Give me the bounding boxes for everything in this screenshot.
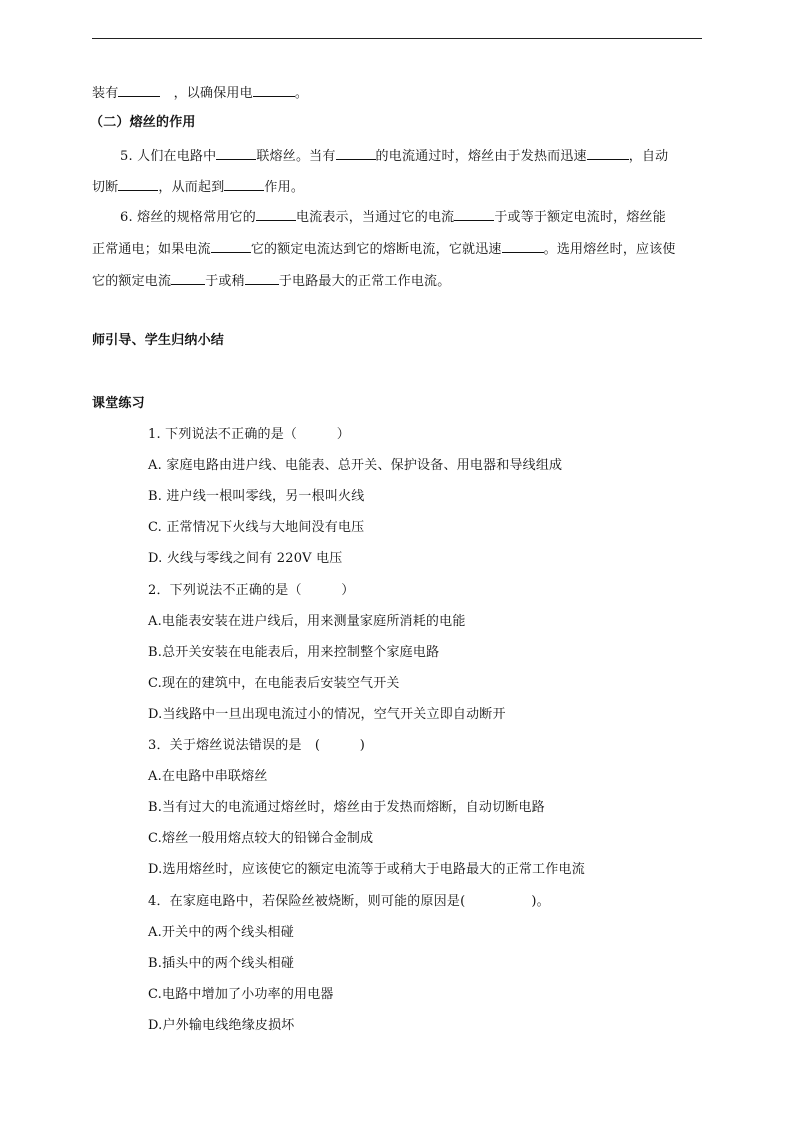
question-2-stem: 2．下列说法不正确的是（ ） <box>148 583 355 598</box>
question-3-option-a: A.在电路中串联熔丝 <box>148 769 268 784</box>
question-3-stem: 3．关于熔丝说法错误的是 ( ) <box>148 738 366 753</box>
item5-line2: 切断 ，从而起到 作用。 <box>92 180 305 195</box>
blank <box>256 208 296 221</box>
blank <box>245 272 279 285</box>
section-heading-fuse: （二）熔丝的作用 <box>90 115 196 130</box>
blank <box>587 147 629 160</box>
section-heading-practice: 课堂练习 <box>92 396 145 411</box>
section-heading-summary: 师引导、学生归纳小结 <box>92 333 225 348</box>
question-1-option-d: D. 火线与零线之间有 220V 电压 <box>148 551 343 566</box>
question-4-option-a: A.开关中的两个线头相碰 <box>148 925 294 940</box>
item6-line2: 正常通电；如果电流 它的额定电流达到它的熔断电流，它就迅速 。选用熔丝时，应该使 <box>92 242 676 257</box>
blank <box>171 272 205 285</box>
blank <box>502 240 544 253</box>
question-2-option-a: A.电能表安装在进户线后，用来测量家庭所消耗的电能 <box>148 614 466 629</box>
question-2-option-c: C.现在的建筑中，在电能表后安装空气开关 <box>148 676 400 691</box>
blank <box>211 240 251 253</box>
question-2-option-b: B.总开关安装在电能表后，用来控制整个家庭电路 <box>148 645 440 660</box>
question-4-option-c: C.电路中增加了小功率的用电器 <box>148 987 334 1002</box>
header-rule <box>92 38 702 39</box>
question-4-option-d: D.户外输电线绝缘皮损坏 <box>148 1018 295 1033</box>
question-1-option-b: B. 进户线一根叫零线，另一根叫火线 <box>148 489 365 504</box>
blank <box>454 208 494 221</box>
question-4-stem: 4．在家庭电路中，若保险丝被烧断，则可能的原因是( )。 <box>148 894 550 909</box>
question-2-option-d: D.当线路中一旦出现电流过小的情况，空气开关立即自动断开 <box>148 707 506 722</box>
question-1-option-a: A. 家庭电路由进户线、电能表、总开关、保护设备、用电器和导线组成 <box>148 458 563 473</box>
blank <box>118 178 158 191</box>
question-3-option-b: B.当有过大的电流通过熔丝时，熔丝由于发热而熔断，自动切断电路 <box>148 800 545 815</box>
question-1-stem: 1. 下列说法不正确的是（ ） <box>148 427 350 442</box>
item6-line3: 它的额定电流 于或稍 于电路最大的正常工作电流。 <box>92 274 451 289</box>
blank <box>253 84 295 97</box>
fill-line-top: 装有 ，以确保用电 。 <box>92 86 309 101</box>
item5-line1: 5. 人们在电路中 联熔丝。当有 的电流通过时，熔丝由于发热而迅速 ，自动 <box>120 149 669 164</box>
question-3-option-c: C.熔丝一般用熔点较大的铅锑合金制成 <box>148 831 374 846</box>
question-4-option-b: B.插头中的两个线头相碰 <box>148 956 295 971</box>
question-1-option-c: C. 正常情况下火线与大地间没有电压 <box>148 520 365 535</box>
blank <box>336 147 376 160</box>
item6-line1: 6. 熔丝的规格常用它的 电流表示，当通过它的电流 于或等于额定电流时，熔丝能 <box>120 210 666 225</box>
blank <box>224 178 264 191</box>
question-3-option-d: D.选用熔丝时，应该使它的额定电流等于或稍大于电路最大的正常工作电流 <box>148 862 585 877</box>
blank <box>216 147 256 160</box>
blank <box>118 84 160 97</box>
